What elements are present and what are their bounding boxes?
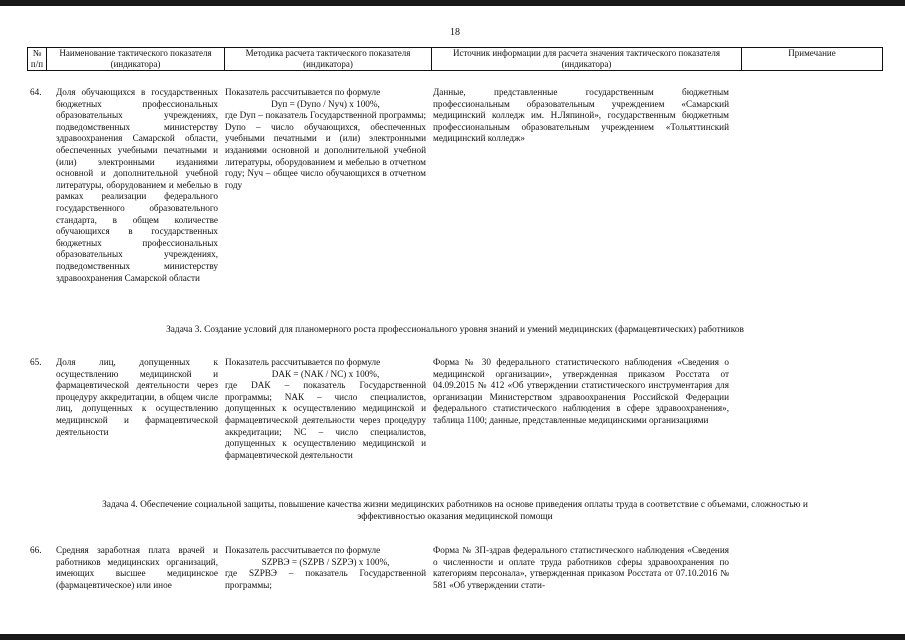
indicator-name: Средняя заработная плата врачей и работников медицинских организаций, имеющих высшее медицинское (фармацевтическое) или иное bbox=[56, 545, 218, 590]
method-formula: DАК = (NАК / NС) х 100%, bbox=[271, 368, 380, 379]
page-number: 18 bbox=[450, 27, 460, 38]
table-header bbox=[27, 47, 883, 71]
method-text: где Dуп – показатель Государственной программы; Dупо – число обучающихся, обеспеченных учебными печатными и (или) электронными изданиями основной и дополнительной учебной литературы, оборудованием и мебелью в отчетном году; Nуч – общее число обучающихся в отчетном году bbox=[225, 110, 426, 190]
row-number: 65. bbox=[30, 357, 42, 367]
method-cell bbox=[225, 357, 426, 461]
method-intro: Показатель рассчитывается по формуле bbox=[225, 545, 381, 555]
header-note: Примечание bbox=[742, 48, 883, 71]
header-name: Наименование тактического показателя (индикатора) bbox=[47, 48, 225, 71]
indicator-name: Доля обучающихся в государственных бюджетных профессиональных образовательных учреждениях, подведомственных министерству здравоохранения Самарской области, обеспеченных учебными печатными и (или) электронными изданиями основной и дополнительной учебной литературы, оборудованием и мебелью в рамках реализации федерального государственного образовательного стандарта, в общем количестве обучающихся в государственных бюджетных профессиональных образовательных учреждениях, подведомственных министерству здравоохранения Самарской области bbox=[56, 87, 218, 283]
indicator-name: Доля лиц, допущенных к осуществлению медицинской и фармацевтической деятельности через процедуру аккредитации, в общем числе лиц, допущенных к осуществлению медицинской и фармацевтической деятельности bbox=[56, 357, 218, 437]
method-cell bbox=[225, 87, 426, 191]
method-formula: Dуп = (Dупо / Nуч) х 100%, bbox=[271, 98, 380, 109]
task-4-heading: Задача 4. Обеспечение социальной защиты, повышение качества жизни медицинских работников на основе приведения оплаты труда в соответствие с объемами, сложностью и эффективностью оказания медицинской помощи bbox=[102, 500, 808, 522]
task-3-heading: Задача 3. Создание условий для планомерного роста профессионального уровня знаний и умений медицинских (фармацевтических) работников bbox=[166, 325, 744, 335]
source-text: Форма № 30 федерального статистического наблюдения «Сведения о медицинской организации», утвержденная приказом Росстата от 04.09.2015 № 412 «Об утверждении статистического инструментария для организации Министерством здравоохранения Российской Федерации федерального статистического наблюдения в сфере здравоохранения», таблица 1100; данные, представленные медицинскими организациями bbox=[433, 357, 729, 425]
header-source: Источник информации для расчета значения тактического показателя (индикатора) bbox=[432, 48, 742, 71]
source-text: Данные, представленные государственным бюджетным профессиональным образовательным учреждением «Самарский медицинский колледж им. Н.Ляпиной», государственным бюджетным профессиональным образовательным учреждением «Тольяттинский медицинский колледж» bbox=[433, 87, 729, 144]
bottom-scan-border bbox=[0, 634, 905, 640]
method-formula: SZPВЭ = (SZPВ / SZPЭ) х 100%, bbox=[261, 556, 390, 567]
method-intro: Показатель рассчитывается по формуле bbox=[225, 87, 381, 97]
method-cell bbox=[225, 545, 426, 591]
top-scan-border bbox=[0, 0, 905, 6]
source-text: Форма № ЗП-здрав федерального статистического наблюдения «Сведения о численности и оплате труда работников сферы здравоохранения по категориям персонала», утвержденная приказом Росстата от 07.10.2016 № 581 «Об утверждении стати- bbox=[433, 545, 729, 590]
method-intro: Показатель рассчитывается по формуле bbox=[225, 357, 381, 367]
method-text: где SZPВЭ – показатель Государственной программы; bbox=[225, 568, 426, 590]
header-method: Методика расчета тактического показателя (индикатора) bbox=[225, 48, 432, 71]
row-number: 66. bbox=[30, 545, 42, 555]
row-number: 64. bbox=[30, 87, 42, 97]
method-text: где DАК – показатель Государственной программы; NАК – число специалистов, допущенных к осуществлению медицинской и фармацевтической деятельности через процедуру аккредитации; NС – число специалистов, допущенных к осуществлению медицинской и фармацевтической деятельности bbox=[225, 380, 426, 460]
header-num: № п/п bbox=[28, 48, 47, 71]
